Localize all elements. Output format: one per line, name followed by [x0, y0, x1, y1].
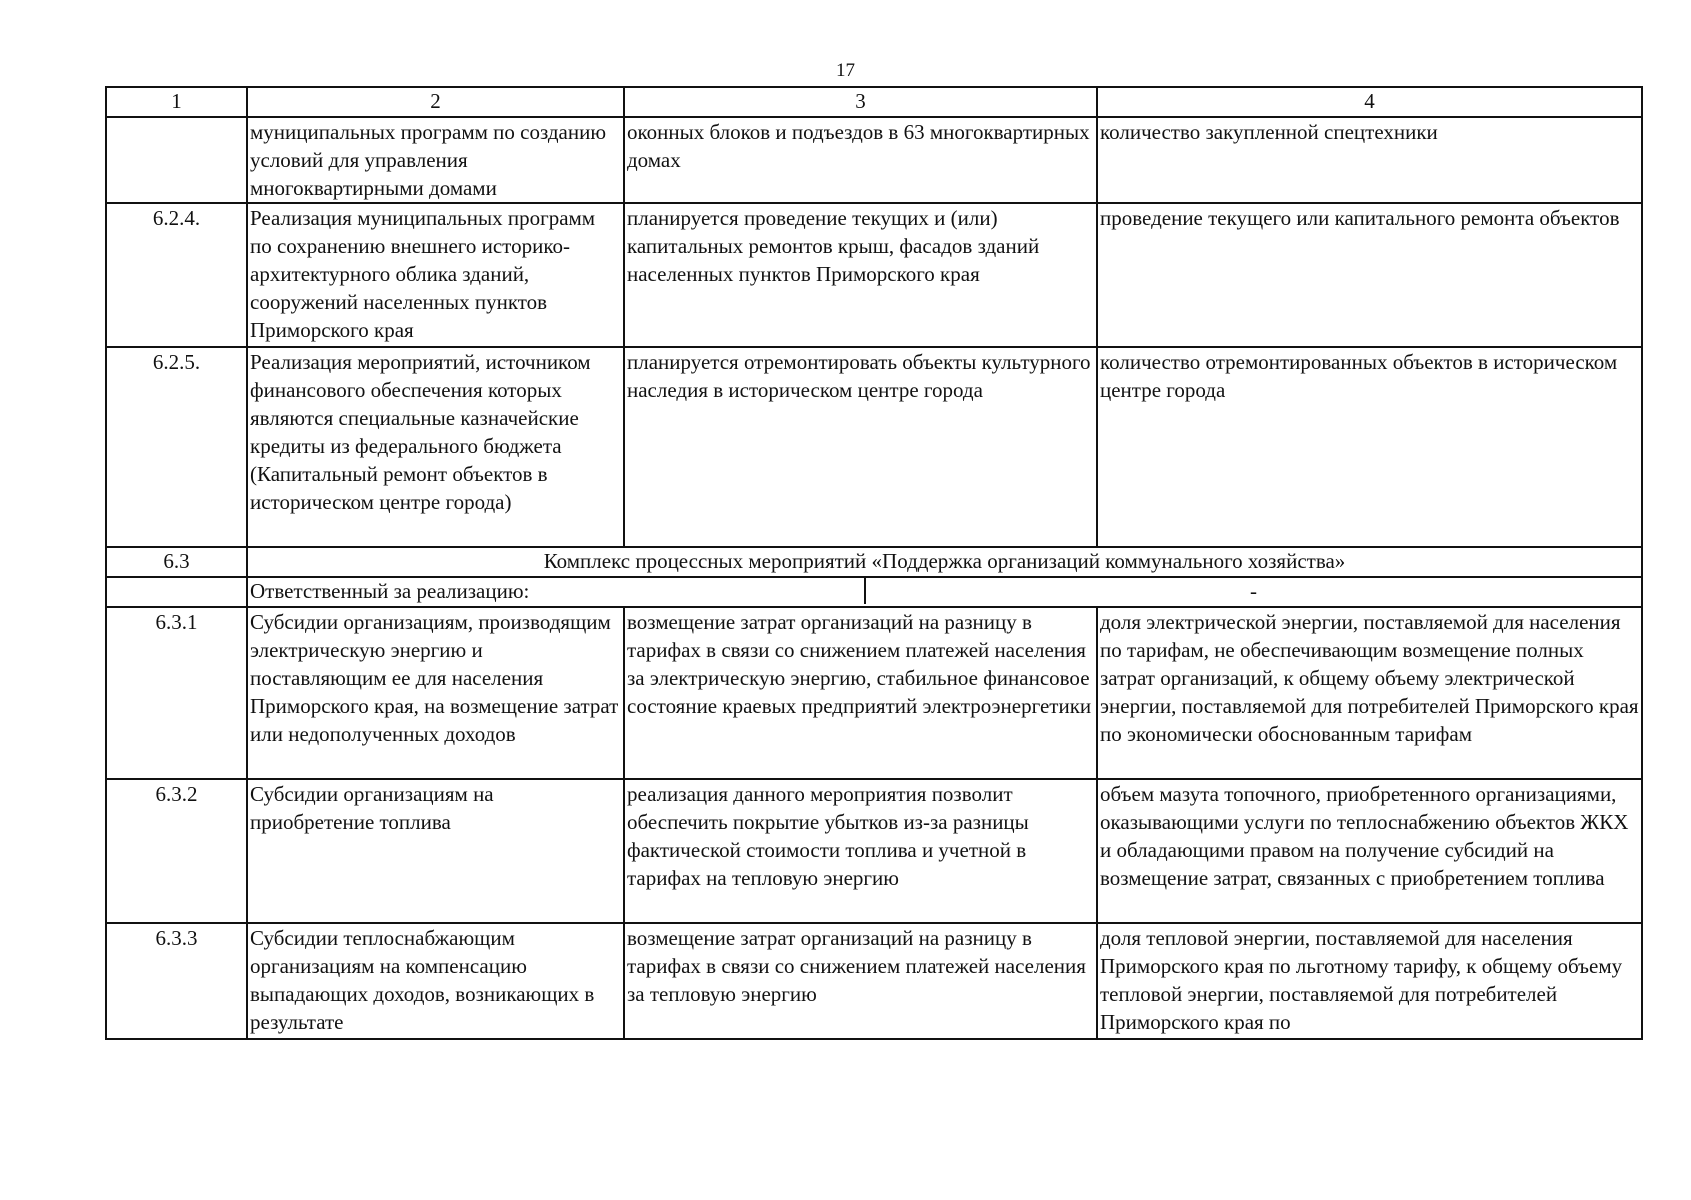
activity-cell: Субсидии теплоснабжающим организациям на компенсацию выпадающих доходов, возникающих в результате	[247, 923, 624, 1039]
indicator-cell: доля электрической энергии, поставляемой для населения по тарифам, не обеспечивающим возмещение полных затрат организаций, к общему объему электрической энергии, поставляемой для потребителей Приморского края по экономически обоснованным тарифам	[1097, 607, 1642, 779]
section-header-row	[106, 547, 1642, 577]
description-cell: оконных блоков и подъездов в 63 многоквартирных домах	[624, 117, 1097, 203]
indicator-cell: количество отремонтированных объектов в историческом центре города	[1097, 347, 1642, 547]
row-number: 6.2.5.	[106, 347, 247, 547]
indicator-cell: объем мазута топочного, приобретенного организациями, оказывающими услуги по теплоснабжению объектов ЖКХ и обладающими правом на получение субсидий на возмещение затрат, связанных с приобретением топлива	[1097, 779, 1642, 923]
indicator-cell: доля тепловой энергии, поставляемой для населения Приморского края по льготному тарифу, к общему объему тепловой энергии, поставляемой для потребителей Приморского края по	[1097, 923, 1642, 1039]
description-cell: возмещение затрат организаций на разницу в тарифах в связи со снижением платежей населения за тепловую энергию	[624, 923, 1097, 1039]
table-row	[106, 923, 1642, 1039]
indicator-cell: количество закупленной спецтехники	[1097, 117, 1642, 203]
description-cell: планируется отремонтировать объекты культурного наследия в историческом центре города	[624, 347, 1097, 547]
responsible-split	[248, 578, 1641, 604]
activity-cell: Субсидии организациям, производящим электрическую энергию и поставляющим ее для населения Приморского края, на возмещение затрат или недополученных доходов	[247, 607, 624, 779]
activity-cell: Реализация муниципальных программ по сохранению внешнего историко-архитектурного облика зданий, сооружений населенных пунктов Приморского края	[247, 203, 624, 347]
table-row	[106, 779, 1642, 923]
responsible-cell	[247, 577, 1642, 607]
activity-cell: Субсидии организациям на приобретение топлива	[247, 779, 624, 923]
column-header: 4	[1097, 87, 1642, 117]
table-row	[106, 203, 1642, 347]
table-row	[106, 117, 1642, 203]
activity-cell: муниципальных программ по созданию условий для управления многоквартирными домами	[247, 117, 624, 203]
row-number: 6.3.3	[106, 923, 247, 1039]
activities-table	[105, 86, 1643, 1040]
page-number: 17	[836, 60, 855, 81]
section-number: 6.3	[106, 547, 247, 577]
responsible-label: Ответственный за реализацию:	[248, 578, 866, 604]
indicator-cell: проведение текущего или капитального ремонта объектов	[1097, 203, 1642, 347]
row-number: 6.3.2	[106, 779, 247, 923]
responsible-row	[106, 577, 1642, 607]
table-header-row	[106, 87, 1642, 117]
column-header: 2	[247, 87, 624, 117]
description-cell: реализация данного мероприятия позволит обеспечить покрытие убытков из-за разницы фактической стоимости топлива и учетной в тарифах на тепловую энергию	[624, 779, 1097, 923]
responsible-value: -	[1250, 579, 1257, 603]
table-row	[106, 347, 1642, 547]
activity-cell: Реализация мероприятий, источником финансового обеспечения которых являются специальные казначейские кредиты из федерального бюджета (Капитальный ремонт объектов в историческом центре города)	[247, 347, 624, 547]
column-header: 3	[624, 87, 1097, 117]
column-header: 1	[106, 87, 247, 117]
row-number: 6.3.1	[106, 607, 247, 779]
responsible-empty-cell	[106, 577, 247, 607]
row-number: 6.2.4.	[106, 203, 247, 347]
row-number	[106, 117, 247, 203]
table-row	[106, 607, 1642, 779]
section-title: Комплекс процессных мероприятий «Поддержка организаций коммунального хозяйства»	[247, 547, 1642, 577]
description-cell: возмещение затрат организаций на разницу в тарифах в связи со снижением платежей населения за электрическую энергию, стабильное финансовое состояние краевых предприятий электроэнергетики	[624, 607, 1097, 779]
description-cell: планируется проведение текущих и (или) капитальных ремонтов крыш, фасадов зданий населенных пунктов Приморского края	[624, 203, 1097, 347]
